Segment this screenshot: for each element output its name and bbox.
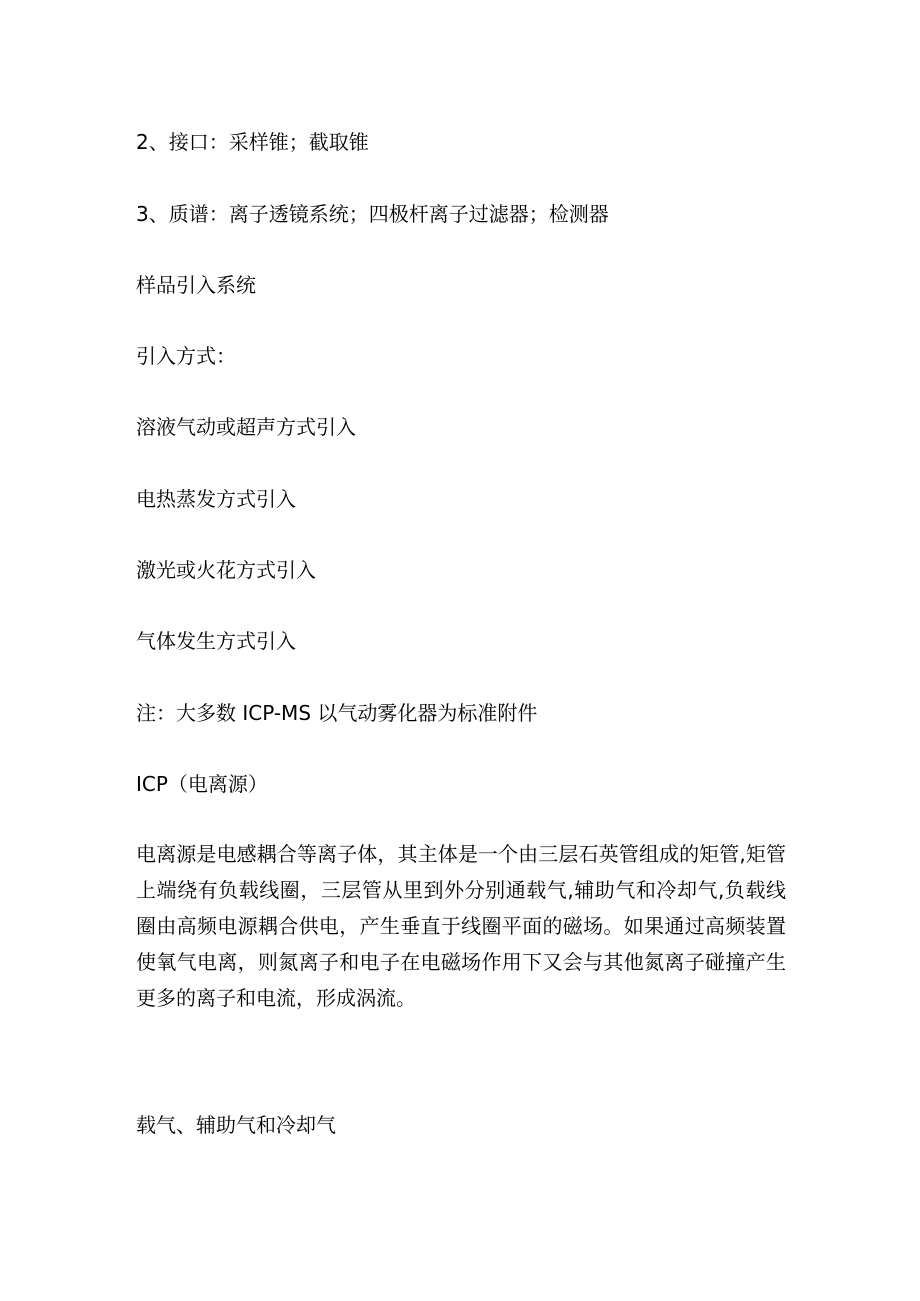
text-line-solution-pneumatic: 溶液气动或超声方式引入 — [136, 415, 356, 439]
paragraph-ionization-source: 电离源是电感耦合等离子体，其主体是一个由三层石英管组成的矩管,矩管上端绕有负载线圈，三层管从里到外分别通载气,辅助气和冷却气,负载线圈由高频电源耦合供电，产生垂直于线圈平面的磁场。如果通过高频装置使氧气电离，则氮离子和电子在电磁场作用下又会与其他氮离子碰撞产生更多的离子和电流，形成涡流。 — [136, 842, 786, 1010]
text-line-interface: 2、接口：采样锥；截取锥 — [136, 130, 369, 154]
heading-icp-source: ICP（电离源） — [136, 772, 268, 796]
heading-sample-introduction: 样品引入系统 — [136, 273, 256, 297]
text-line-mass-spec: 3、质谱：离子透镜系统；四极杆离子过滤器；检测器 — [136, 202, 609, 226]
text-line-laser-spark: 激光或火花方式引入 — [136, 558, 316, 582]
heading-gases: 载气、辅助气和冷却气 — [136, 1113, 336, 1137]
text-line-introduction-methods: 引入方式： — [136, 344, 236, 368]
text-line-note: 注：大多数 ICP-MS 以气动雾化器为标准附件 — [136, 701, 538, 725]
text-line-electrothermal: 电热蒸发方式引入 — [136, 487, 296, 511]
text-line-gas-generation: 气体发生方式引入 — [136, 629, 296, 653]
